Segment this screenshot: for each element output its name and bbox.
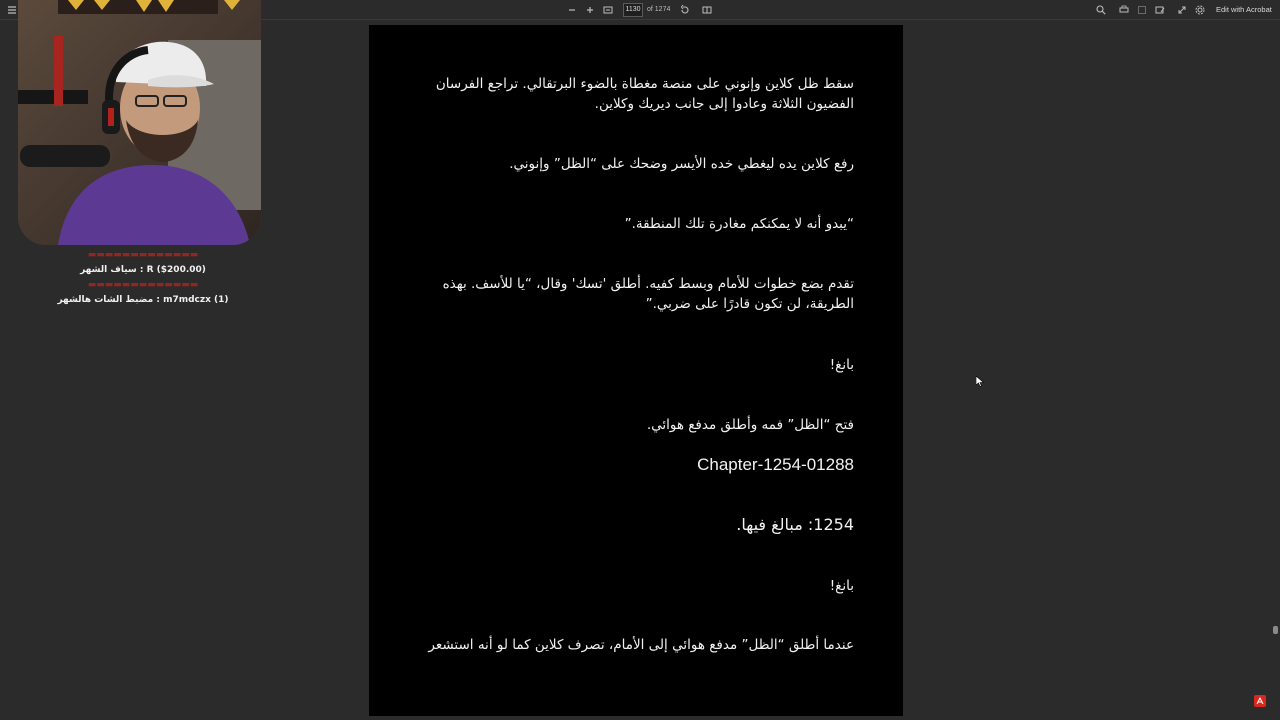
search-icon[interactable]: [1093, 2, 1109, 18]
expand-icon[interactable]: [1174, 2, 1190, 18]
edit-with-acrobat-button[interactable]: Edit with Acrobat: [1216, 5, 1272, 14]
chapter-id: Chapter-1254-01288: [697, 455, 854, 474]
streamer-image: [18, 0, 261, 245]
scrollbar-thumb[interactable]: [1273, 626, 1278, 634]
overlay-top-chatter: m7mdczx (1) : مضبط الشات هالشهر: [57, 295, 229, 305]
chapter-title: 1254: مبالغ فيها.: [736, 515, 854, 534]
overlay-top-donor: R ($200.00) : سياف الشهر: [80, 265, 206, 275]
paragraph: عندما أطلق “الظل” مدفع هوائي إلى الأمام، تصرف كلاين كما لو أنه استشعر: [428, 637, 854, 653]
paragraph: بانغ!: [829, 357, 854, 373]
overlay-line-decorative: ▬▬▬▬▬▬▬▬▬▬▬▬▬: [87, 280, 199, 290]
paragraph: فتح “الظل” فمه وأطلق مدفع هوائي.: [646, 417, 854, 433]
document-page: [369, 25, 903, 716]
save-icon[interactable]: [1134, 2, 1150, 18]
settings-gear-icon[interactable]: [1192, 2, 1208, 18]
rotate-icon[interactable]: [677, 2, 693, 18]
zoom-in-icon[interactable]: [582, 2, 598, 18]
paragraph: سقط ظل كلاين وإنوني على منصة مغطاة بالضوء البرتقالي. تراجع الفرسان الفضيون الثلاثة وعادوا إلى جانب ديريك وكلاين.: [435, 76, 854, 112]
paragraph: بانغ!: [829, 578, 854, 594]
paragraph: تقدم بضع خطوات للأمام وبسط كفيه. أطلق 'تسك' وقال، “يا للأسف. بهذه الطريقة، لن تكون قادرًا على ضربي.”: [442, 276, 854, 312]
webcam-overlay: [18, 0, 261, 245]
page-number-input[interactable]: 1130: [623, 3, 643, 17]
acrobat-logo-icon[interactable]: [1254, 692, 1266, 704]
paragraph: رفع كلاين يده ليغطي خده الأيسر وضحك على “الظل” وإنوني.: [509, 156, 854, 172]
zoom-out-icon[interactable]: [564, 2, 580, 18]
fit-page-icon[interactable]: [600, 2, 616, 18]
paragraph: “يبدو أنه لا يمكنكم مغادرة تلك المنطقة.”: [624, 216, 854, 232]
overlay-line-decorative: ▬▬▬▬▬▬▬▬▬▬▬▬▬: [87, 250, 199, 260]
mouse-cursor-icon: [976, 372, 984, 391]
page-view-icon[interactable]: [699, 2, 715, 18]
edit-document-icon[interactable]: [1152, 2, 1168, 18]
print-icon[interactable]: [1116, 2, 1132, 18]
stream-stats-overlay: [48, 248, 238, 308]
page-total-label: of 1274: [647, 6, 671, 13]
